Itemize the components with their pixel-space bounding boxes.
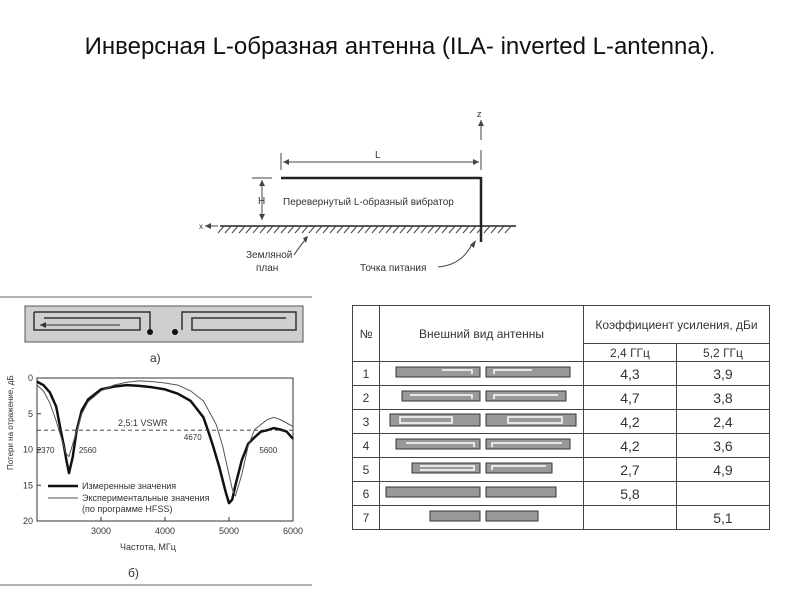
row-number: 3	[353, 410, 380, 434]
gain-5-2: 5,1	[676, 506, 769, 530]
y-tick-label: 15	[22, 480, 33, 491]
chart-legend	[48, 481, 212, 514]
gain-5-2: 3,9	[676, 362, 769, 386]
antenna-shape	[380, 362, 584, 386]
antenna-shape-1	[382, 364, 582, 380]
x-axis-label: Частота, МГц	[120, 542, 176, 552]
gain-2-4: 4,3	[584, 362, 677, 386]
header-freq-2-4: 2,4 ГГц	[584, 344, 677, 362]
row-number: 1	[353, 362, 380, 386]
row-number: 2	[353, 386, 380, 410]
x-tick-label: 4000	[154, 526, 176, 536]
gain-table	[352, 305, 770, 530]
l-dimension-label: L	[375, 150, 381, 161]
antenna-shape	[380, 458, 584, 482]
y-tick-label: 0	[27, 373, 33, 383]
legend-measured-label: Измеренные значения	[82, 481, 177, 491]
table-row	[353, 386, 770, 410]
x-tick-label: 3000	[90, 526, 112, 536]
table-row	[353, 458, 770, 482]
gain-2-4	[584, 506, 677, 530]
row-number: 7	[353, 506, 380, 530]
antenna-shape-3	[382, 412, 582, 428]
x-tick-label: 6000	[282, 526, 304, 536]
slide-title: Инверсная L-образная антенна (ILA- inverted L-antenna).	[84, 33, 716, 60]
legend-hfss-label	[82, 493, 212, 514]
antenna-shape-6	[382, 484, 582, 500]
antenna-shape-5	[382, 460, 582, 476]
y-axis-label: Потери на отражение, дБ	[6, 375, 15, 470]
antenna-shape	[380, 386, 584, 410]
table-row	[353, 362, 770, 386]
ground-label-line-1: Земляной	[246, 250, 293, 261]
antenna-shape	[380, 482, 584, 506]
row-number: 6	[353, 482, 380, 506]
antenna-shape-4	[382, 436, 582, 452]
gain-2-4: 4,2	[584, 434, 677, 458]
antenna-shape	[380, 506, 584, 530]
caption-a: а)	[150, 351, 161, 365]
x-axis-label: x	[199, 222, 203, 231]
row-number: 4	[353, 434, 380, 458]
header-antenna-view: Внешний вид антенны	[380, 306, 584, 362]
y-tick-label: 5	[27, 408, 33, 419]
legend-hfss-line-1: Экспериментальные значения	[82, 493, 210, 503]
gain-5-2: 3,8	[676, 386, 769, 410]
z-axis-label: z	[477, 109, 482, 119]
gain-2-4: 5,8	[584, 482, 677, 506]
header-number: №	[353, 306, 380, 362]
y-tick-label: 20	[22, 516, 33, 526]
x-tick-label: 5000	[218, 526, 240, 536]
table-row	[353, 434, 770, 458]
antenna-shape-2	[382, 388, 582, 404]
caption-b: б)	[128, 566, 139, 580]
row-number: 5	[353, 458, 380, 482]
vswr-label: 2,5:1 VSWR	[118, 418, 168, 428]
gain-2-4: 4,7	[584, 386, 677, 410]
legend-hfss-line-2: (по программе HFSS)	[82, 504, 173, 514]
antenna-shape-7	[382, 508, 582, 524]
h-dimension-label: H	[258, 196, 266, 207]
table-row	[353, 506, 770, 530]
feed-label: Точка питания	[360, 263, 427, 274]
annotation-2560: 2560	[78, 446, 97, 456]
header-freq-5-2: 5,2 ГГц	[676, 344, 769, 362]
header-gain: Коэффициент усиления, дБи	[584, 306, 770, 344]
table-row	[353, 410, 770, 434]
vibrator-label: Перевернутый L-образный вибратор	[283, 197, 454, 208]
gain-5-2: 2,4	[676, 410, 769, 434]
annotation-2370: 2370	[36, 446, 55, 456]
annotation-5600: 5600	[259, 446, 278, 456]
y-tick-label: 10	[22, 444, 33, 455]
gain-2-4: 2,7	[584, 458, 677, 482]
table-row	[353, 482, 770, 506]
gain-5-2: 3,6	[676, 434, 769, 458]
gain-2-4: 4,2	[584, 410, 677, 434]
antenna-shape	[380, 410, 584, 434]
gain-5-2	[676, 482, 769, 506]
antenna-shape	[380, 434, 584, 458]
annotation-4670: 4670	[183, 433, 202, 443]
gain-5-2: 4,9	[676, 458, 769, 482]
ground-label-line-2: план	[256, 263, 279, 274]
